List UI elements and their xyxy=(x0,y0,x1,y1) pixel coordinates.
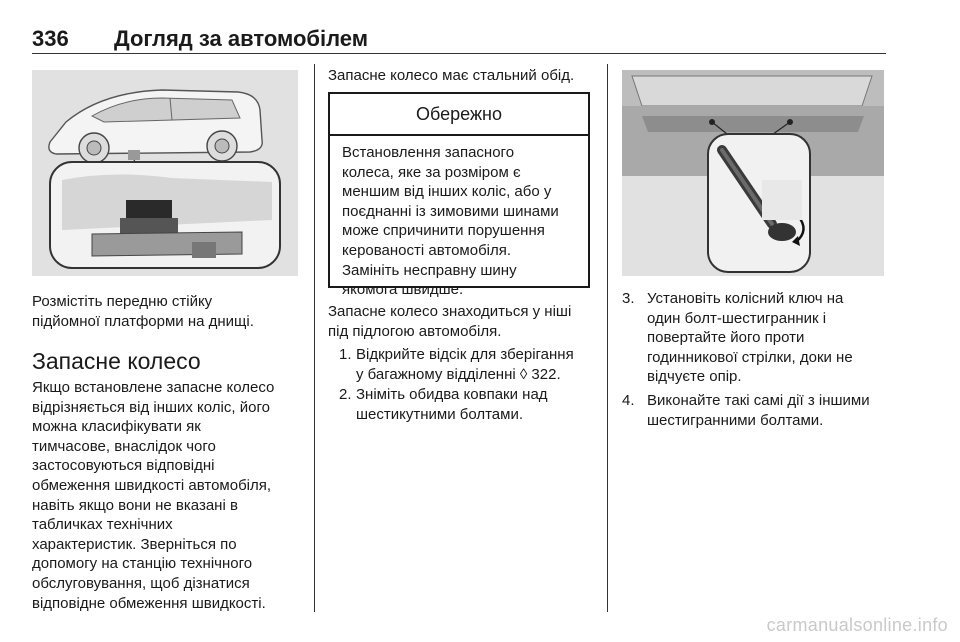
steel-rim-note: Запасне колесо має стальний обід. xyxy=(328,67,575,84)
car-jack-drawing xyxy=(32,70,298,276)
trunk-wrench-drawing xyxy=(622,70,884,276)
list-item xyxy=(339,385,599,425)
list-item xyxy=(622,289,892,389)
list-item xyxy=(339,345,599,385)
caption-line: підйомної платформи на днищі. xyxy=(32,312,254,330)
watermark: carmanualsonline.info xyxy=(766,615,948,635)
paragraph-line: табличках технічних xyxy=(32,516,173,534)
step-line: у багажному відділенні ◊ 322. xyxy=(356,365,561,383)
column-divider-2 xyxy=(607,64,608,612)
step-line: шестигранними болтами. xyxy=(647,411,824,429)
warning-title: Обережно xyxy=(330,94,588,136)
step-number: 4. xyxy=(622,392,635,409)
warning-line: колеса, яке за розміром є xyxy=(342,163,521,181)
warning-line: поєднанні із зимовими шинами xyxy=(342,202,559,220)
paragraph-line: допомогу на станцію технічного xyxy=(32,555,253,573)
paragraph-line: характеристик. Зверніться по xyxy=(32,535,237,553)
step-line: шестикутними болтами. xyxy=(356,405,524,423)
step-line: Зніміть обидва ковпаки над xyxy=(356,386,548,403)
spare-wheel-paragraph xyxy=(32,378,274,613)
paragraph-line: Якщо встановлене запасне колесо xyxy=(32,379,275,396)
page-header xyxy=(32,22,886,52)
step-line: відчуєте опір. xyxy=(647,368,742,386)
jack-point-illustration xyxy=(32,70,298,276)
step-number: 1. xyxy=(339,346,352,363)
column-divider-1 xyxy=(314,64,315,612)
caption-line: Розмістіть передню стійку xyxy=(32,293,213,310)
list-item xyxy=(622,391,892,431)
step-line: Виконайте такі самі дії з іншими xyxy=(647,392,870,409)
step-line: годинникової стрілки, доки не xyxy=(647,348,853,366)
paragraph-line: під підлогою автомобіля. xyxy=(328,322,502,340)
step-line: Установіть колісний ключ на xyxy=(647,290,844,307)
step-line: Відкрийте відсік для зберігання xyxy=(356,346,574,363)
figure-caption xyxy=(32,292,254,331)
step-line: один болт-шестигранник і xyxy=(647,309,827,327)
paragraph-line: тимчасове, внаслідок чого xyxy=(32,437,216,455)
warning-body xyxy=(330,136,588,300)
header-rule xyxy=(32,53,886,54)
page-number: 336 xyxy=(32,26,69,51)
paragraph-line: відповідне обмеження швидкості. xyxy=(32,594,266,612)
warning-line: керованості автомобіля. xyxy=(342,241,512,259)
paragraph-line: застосовуються відповідні xyxy=(32,457,215,475)
paragraph-line: можна класифікувати як xyxy=(32,418,201,436)
warning-line: якомога швидше. xyxy=(342,281,464,299)
step-number: 3. xyxy=(622,290,635,307)
warning-line: може спричинити порушення xyxy=(342,222,545,240)
paragraph-line: відрізняється від інших коліс, його xyxy=(32,398,270,416)
warning-box xyxy=(328,92,590,299)
spare-location-paragraph xyxy=(328,302,571,341)
section-heading: Запасне колесо xyxy=(32,348,201,374)
paragraph-line: обмеження швидкості автомобіля, xyxy=(32,476,272,494)
step-number: 2. xyxy=(339,386,352,403)
warning-line: Встановлення запасного xyxy=(342,144,515,161)
page-title: Догляд за автомобілем xyxy=(114,26,369,51)
wheel-wrench-illustration xyxy=(622,70,884,276)
warning-line: меншим від інших коліс, або у xyxy=(342,183,552,201)
paragraph-line: обслуговування, щоб дізнатися xyxy=(32,574,250,592)
warning-line: Замініть несправну шину xyxy=(342,261,517,279)
step-line: повертайте його проти xyxy=(647,329,805,347)
paragraph-line: Запасне колесо знаходиться у ніші xyxy=(328,303,572,320)
paragraph-line: навіть якщо вони не вказані в xyxy=(32,496,238,514)
